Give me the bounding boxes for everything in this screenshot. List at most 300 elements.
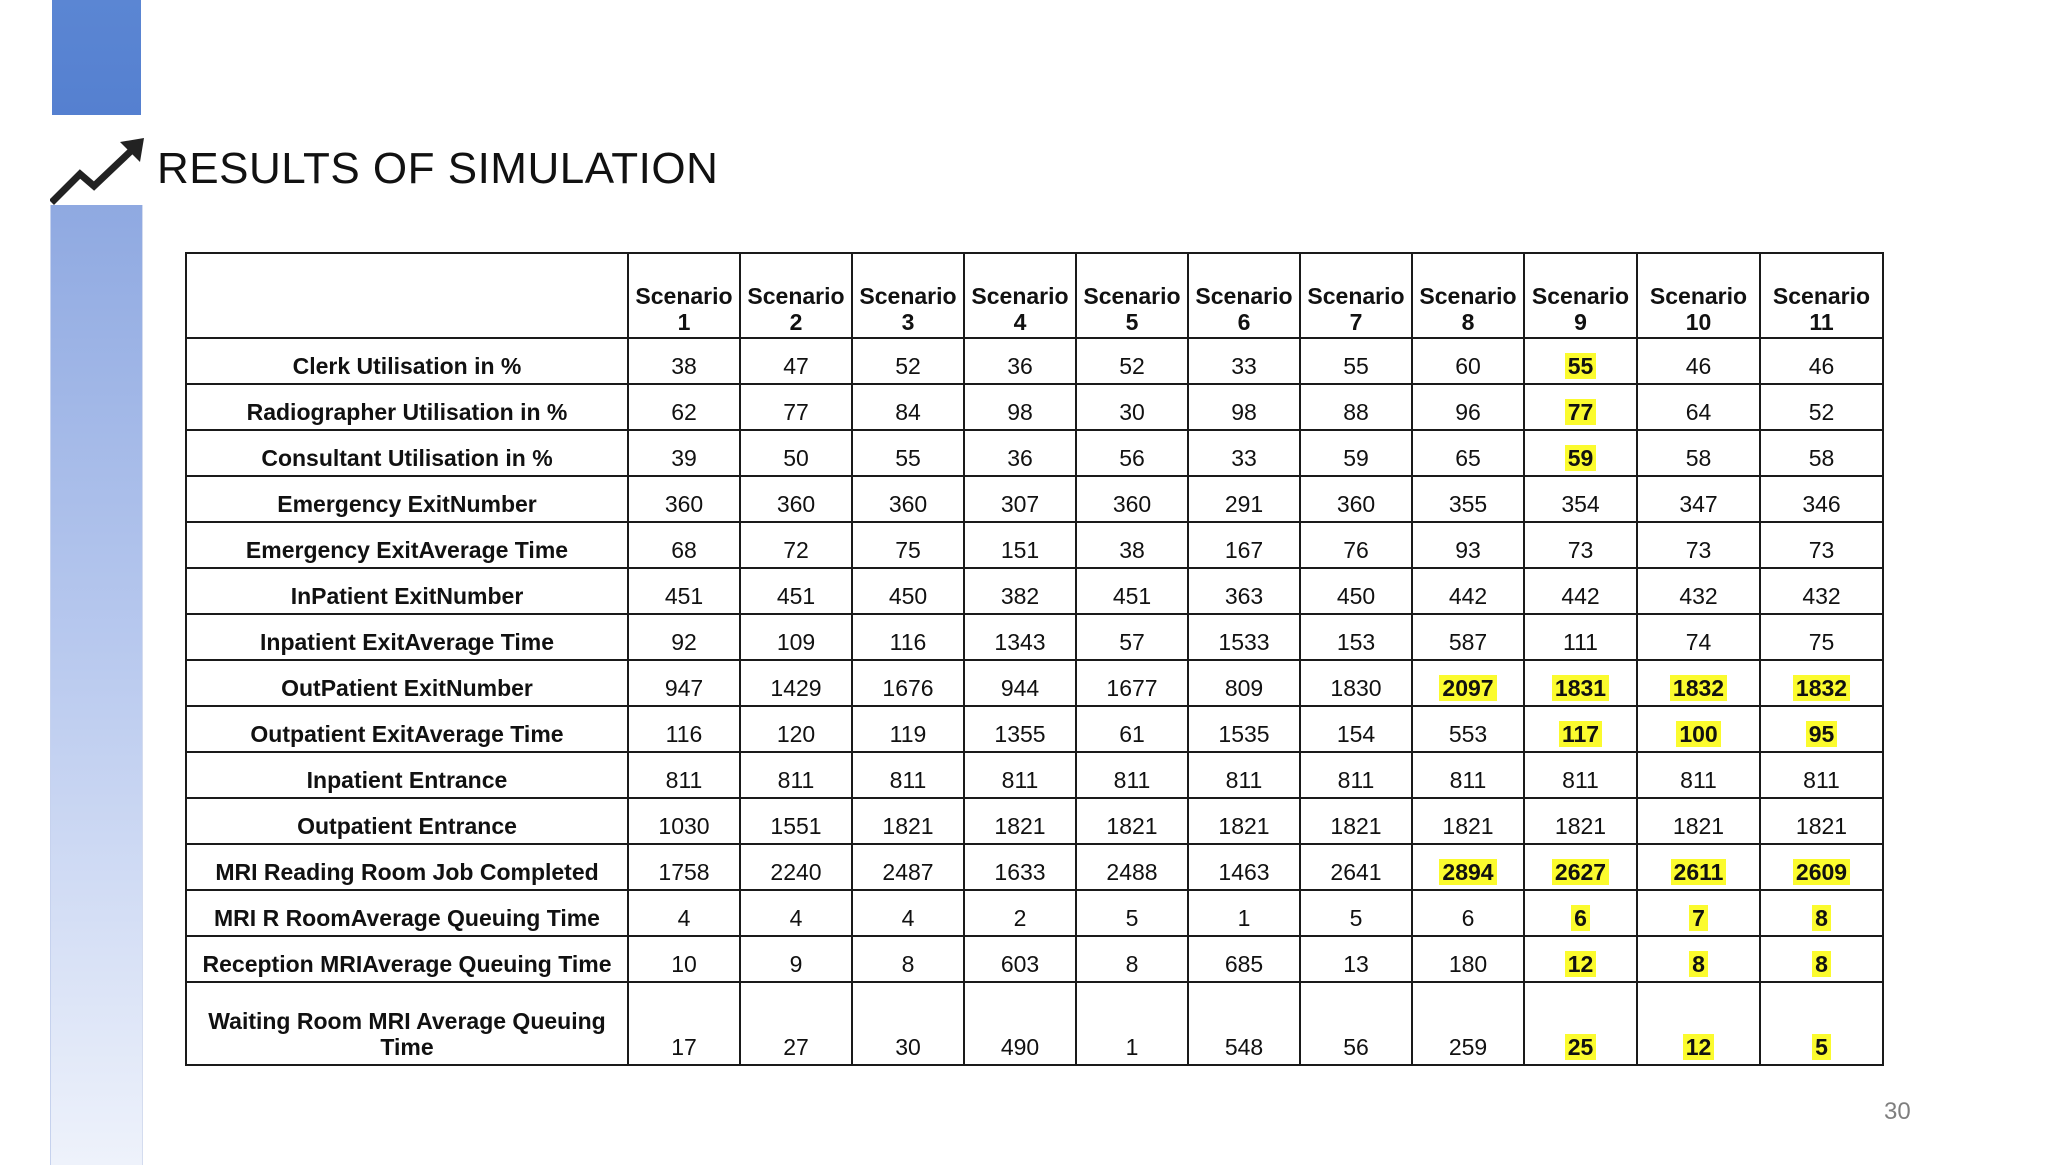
highlighted-value: 2627 xyxy=(1552,859,1609,885)
table-cell xyxy=(964,338,1076,384)
row-label: Clerk Utilisation in % xyxy=(186,338,628,384)
cell-value: 685 xyxy=(1224,951,1264,977)
table-cell xyxy=(852,614,964,660)
table-cell xyxy=(1188,476,1300,522)
table-cell xyxy=(1637,752,1760,798)
table-cell xyxy=(1300,660,1412,706)
cell-value: 55 xyxy=(1343,353,1369,379)
cell-value: 111 xyxy=(1563,629,1598,655)
cell-value: 1821 xyxy=(1218,813,1270,839)
table-cell xyxy=(1760,522,1883,568)
table-cell xyxy=(740,936,852,982)
table-cell xyxy=(1300,798,1412,844)
cell-value: 451 xyxy=(664,583,704,609)
table-cell xyxy=(740,614,852,660)
table-cell xyxy=(964,936,1076,982)
highlighted-value: 1832 xyxy=(1670,675,1727,701)
column-header-label: Scenario xyxy=(859,283,957,309)
cell-value: 151 xyxy=(1000,537,1040,563)
corner-cell xyxy=(186,253,628,338)
cell-value: 75 xyxy=(895,537,921,563)
cell-value: 92 xyxy=(671,629,697,655)
row-label: Reception MRIAverage Queuing Time xyxy=(186,936,628,982)
table-row xyxy=(186,706,1883,752)
table-cell xyxy=(1637,706,1760,752)
cell-value: 167 xyxy=(1224,537,1264,563)
table-row xyxy=(186,798,1883,844)
cell-value: 355 xyxy=(1448,491,1488,517)
table-cell xyxy=(1188,384,1300,430)
highlighted-value: 8 xyxy=(1812,951,1831,977)
table-cell xyxy=(1300,982,1412,1065)
cell-value: 347 xyxy=(1679,491,1718,517)
table-cell xyxy=(852,982,964,1065)
table-cell xyxy=(1524,798,1637,844)
table-cell xyxy=(1760,844,1883,890)
table-row xyxy=(186,982,1883,1065)
table-cell xyxy=(1760,982,1883,1065)
cell-value: 450 xyxy=(888,583,928,609)
table-cell xyxy=(1076,476,1188,522)
cell-value: 58 xyxy=(1685,445,1712,471)
table-cell xyxy=(1524,844,1637,890)
table-cell xyxy=(740,752,852,798)
column-header-label: Scenario xyxy=(1083,283,1181,309)
highlighted-value: 7 xyxy=(1689,905,1708,931)
table-cell xyxy=(1188,706,1300,752)
cell-value: 9 xyxy=(789,951,803,977)
cell-value: 811 xyxy=(1803,767,1840,793)
trend-up-icon xyxy=(50,134,146,206)
cell-value: 451 xyxy=(1112,583,1152,609)
table-cell xyxy=(740,660,852,706)
cell-value: 46 xyxy=(1685,353,1712,379)
cell-value: 74 xyxy=(1685,629,1712,655)
table-row xyxy=(186,660,1883,706)
cell-value: 36 xyxy=(1007,353,1033,379)
table-cell xyxy=(740,522,852,568)
cell-value: 5 xyxy=(1349,905,1363,931)
cell-value: 13 xyxy=(1343,951,1369,977)
cell-value: 8 xyxy=(901,951,915,977)
accent-bar-side xyxy=(50,205,143,1165)
table-cell xyxy=(1524,338,1637,384)
table-cell xyxy=(1188,890,1300,936)
table-cell xyxy=(852,752,964,798)
column-header-number: 7 xyxy=(1349,309,1363,335)
table-cell xyxy=(1076,752,1188,798)
cell-value: 6 xyxy=(1461,905,1475,931)
column-header-number: 9 xyxy=(1574,309,1587,335)
cell-value: 60 xyxy=(1455,353,1481,379)
table-cell xyxy=(1760,476,1883,522)
table-cell xyxy=(1524,568,1637,614)
cell-value: 68 xyxy=(671,537,697,563)
table-cell xyxy=(628,752,740,798)
page-number: 30 xyxy=(1884,1098,1911,1125)
table-cell xyxy=(964,752,1076,798)
table-row xyxy=(186,568,1883,614)
table-row xyxy=(186,614,1883,660)
cell-value: 1677 xyxy=(1106,675,1158,701)
highlighted-value: 12 xyxy=(1683,1034,1715,1060)
table-cell xyxy=(1412,844,1524,890)
table-cell xyxy=(1760,384,1883,430)
table-cell xyxy=(1188,430,1300,476)
table-cell xyxy=(852,936,964,982)
cell-value: 120 xyxy=(776,721,816,747)
cell-value: 33 xyxy=(1231,445,1257,471)
cell-value: 38 xyxy=(1119,537,1145,563)
table-cell xyxy=(628,706,740,752)
column-header-label: Scenario xyxy=(971,283,1069,309)
table-cell xyxy=(1300,752,1412,798)
cell-value: 1821 xyxy=(1106,813,1158,839)
cell-value: 56 xyxy=(1119,445,1145,471)
cell-value: 1030 xyxy=(658,813,710,839)
table-cell xyxy=(1412,936,1524,982)
column-header-label: Scenario xyxy=(1419,283,1517,309)
cell-value: 96 xyxy=(1455,399,1481,425)
cell-value: 55 xyxy=(895,445,921,471)
cell-value: 1821 xyxy=(1442,813,1494,839)
table-cell xyxy=(628,844,740,890)
column-header-label: Scenario xyxy=(1307,283,1405,309)
highlighted-value: 5 xyxy=(1812,1034,1831,1060)
table-row xyxy=(186,844,1883,890)
cell-value: 4 xyxy=(901,905,915,931)
table-cell xyxy=(852,844,964,890)
cell-value: 2240 xyxy=(770,859,822,885)
table-cell xyxy=(1188,798,1300,844)
cell-value: 1 xyxy=(1125,1034,1139,1060)
table-cell xyxy=(1300,430,1412,476)
table-cell xyxy=(1524,430,1637,476)
cell-value: 62 xyxy=(671,399,697,425)
cell-value: 382 xyxy=(1000,583,1040,609)
column-header-scenario-4 xyxy=(964,253,1076,338)
cell-value: 93 xyxy=(1455,537,1481,563)
table-cell xyxy=(1188,752,1300,798)
highlighted-value: 2609 xyxy=(1793,859,1850,885)
cell-value: 1533 xyxy=(1218,629,1270,655)
cell-value: 58 xyxy=(1808,445,1835,471)
table-cell xyxy=(628,522,740,568)
column-header-number: 3 xyxy=(901,309,915,335)
cell-value: 17 xyxy=(671,1034,697,1060)
row-label: Outpatient Entrance xyxy=(186,798,628,844)
cell-value: 360 xyxy=(776,491,816,517)
slide-title: RESULTS OF SIMULATION xyxy=(157,144,719,193)
table-cell xyxy=(1637,890,1760,936)
column-header-number: 4 xyxy=(1013,309,1027,335)
table-cell xyxy=(740,384,852,430)
table-cell xyxy=(1076,430,1188,476)
table-cell xyxy=(1300,384,1412,430)
table-cell xyxy=(1412,752,1524,798)
highlighted-value: 100 xyxy=(1676,721,1720,747)
column-header-scenario-9 xyxy=(1524,253,1637,338)
table-cell xyxy=(852,660,964,706)
table-cell xyxy=(1076,522,1188,568)
cell-value: 259 xyxy=(1448,1034,1488,1060)
table-cell xyxy=(1300,614,1412,660)
cell-value: 1821 xyxy=(994,813,1046,839)
table-cell xyxy=(1637,430,1760,476)
table-cell xyxy=(1637,660,1760,706)
table-cell xyxy=(1188,844,1300,890)
cell-value: 116 xyxy=(665,721,703,747)
cell-value: 1 xyxy=(1237,905,1251,931)
table-cell xyxy=(1076,568,1188,614)
table-cell xyxy=(740,844,852,890)
cell-value: 47 xyxy=(783,353,809,379)
table-cell xyxy=(740,476,852,522)
table-cell xyxy=(1412,476,1524,522)
cell-value: 1821 xyxy=(1672,813,1725,839)
cell-value: 180 xyxy=(1448,951,1488,977)
table-cell xyxy=(1188,338,1300,384)
table-cell xyxy=(1412,890,1524,936)
cell-value: 811 xyxy=(777,767,815,793)
table-cell xyxy=(1412,614,1524,660)
table-cell xyxy=(628,476,740,522)
table-cell xyxy=(1300,890,1412,936)
highlighted-value: 25 xyxy=(1565,1034,1597,1060)
highlighted-value: 1831 xyxy=(1552,675,1609,701)
table-cell xyxy=(1637,522,1760,568)
cell-value: 116 xyxy=(889,629,927,655)
column-header-scenario-7 xyxy=(1300,253,1412,338)
cell-value: 1821 xyxy=(1795,813,1848,839)
cell-value: 98 xyxy=(1231,399,1257,425)
column-header-label: Scenario xyxy=(1195,283,1293,309)
row-label: Outpatient ExitAverage Time xyxy=(186,706,628,752)
highlighted-value: 2097 xyxy=(1439,675,1496,701)
highlighted-value: 1832 xyxy=(1793,675,1850,701)
table-cell xyxy=(964,706,1076,752)
cell-value: 442 xyxy=(1448,583,1488,609)
table-cell xyxy=(1524,752,1637,798)
table-row xyxy=(186,890,1883,936)
table-cell xyxy=(1637,614,1760,660)
table-cell xyxy=(1300,706,1412,752)
table-cell xyxy=(1524,384,1637,430)
cell-value: 451 xyxy=(776,583,816,609)
table-cell xyxy=(1524,982,1637,1065)
row-label: Inpatient Entrance xyxy=(186,752,628,798)
table-cell xyxy=(1760,798,1883,844)
table-header-row xyxy=(186,253,1883,338)
cell-value: 5 xyxy=(1125,905,1139,931)
table-cell xyxy=(1637,384,1760,430)
highlighted-value: 55 xyxy=(1565,353,1597,379)
cell-value: 52 xyxy=(895,353,921,379)
table-cell xyxy=(628,430,740,476)
table-cell xyxy=(964,476,1076,522)
column-header-number: 5 xyxy=(1125,309,1139,335)
table-cell xyxy=(852,706,964,752)
table-row xyxy=(186,338,1883,384)
column-header-scenario-10 xyxy=(1637,253,1760,338)
table-body xyxy=(186,338,1883,1065)
cell-value: 809 xyxy=(1224,675,1264,701)
table-row xyxy=(186,752,1883,798)
cell-value: 30 xyxy=(1119,399,1145,425)
table-cell xyxy=(852,430,964,476)
cell-value: 39 xyxy=(671,445,697,471)
highlighted-value: 95 xyxy=(1806,721,1838,747)
table-cell xyxy=(1760,936,1883,982)
row-label: Inpatient ExitAverage Time xyxy=(186,614,628,660)
table-cell xyxy=(1188,568,1300,614)
table-cell xyxy=(1760,706,1883,752)
table-cell xyxy=(1076,660,1188,706)
cell-value: 2 xyxy=(1013,905,1027,931)
column-header-scenario-3 xyxy=(852,253,964,338)
table-cell xyxy=(1412,660,1524,706)
table-cell xyxy=(628,338,740,384)
table-cell xyxy=(1524,660,1637,706)
table-cell xyxy=(1637,568,1760,614)
table-cell xyxy=(1524,476,1637,522)
table-cell xyxy=(1300,568,1412,614)
table-cell xyxy=(1300,476,1412,522)
cell-value: 27 xyxy=(783,1034,809,1060)
table-row xyxy=(186,384,1883,430)
table-cell xyxy=(740,982,852,1065)
table-cell xyxy=(740,706,852,752)
table-cell xyxy=(628,890,740,936)
cell-value: 2641 xyxy=(1330,859,1382,885)
cell-value: 1821 xyxy=(1554,813,1607,839)
table-cell xyxy=(1300,522,1412,568)
highlighted-value: 59 xyxy=(1565,445,1597,471)
column-header-label: Scenario xyxy=(747,283,845,309)
table-cell xyxy=(1412,522,1524,568)
cell-value: 154 xyxy=(1336,721,1376,747)
table-row xyxy=(186,476,1883,522)
table-cell xyxy=(1188,982,1300,1065)
cell-value: 73 xyxy=(1567,537,1594,563)
column-header-label: Scenario xyxy=(635,283,733,309)
cell-value: 52 xyxy=(1808,399,1835,425)
column-header-number: 11 xyxy=(1809,309,1834,335)
table-cell xyxy=(852,476,964,522)
table-cell xyxy=(964,890,1076,936)
table-cell xyxy=(1637,798,1760,844)
table-cell xyxy=(1076,890,1188,936)
cell-value: 64 xyxy=(1685,399,1712,425)
cell-value: 77 xyxy=(783,399,809,425)
cell-value: 811 xyxy=(889,767,927,793)
table-cell xyxy=(740,430,852,476)
cell-value: 38 xyxy=(671,353,697,379)
table-cell xyxy=(1076,384,1188,430)
column-header-number: 6 xyxy=(1237,309,1251,335)
highlighted-value: 117 xyxy=(1559,721,1602,747)
cell-value: 811 xyxy=(1337,767,1375,793)
row-label: Consultant Utilisation in % xyxy=(186,430,628,476)
cell-value: 73 xyxy=(1808,537,1835,563)
cell-value: 1343 xyxy=(994,629,1046,655)
row-label: Radiographer Utilisation in % xyxy=(186,384,628,430)
table-cell xyxy=(1300,338,1412,384)
column-header-label: Scenario xyxy=(1649,283,1748,309)
column-header-scenario-11 xyxy=(1760,253,1883,338)
cell-value: 1429 xyxy=(770,675,822,701)
cell-value: 61 xyxy=(1119,721,1145,747)
table-cell xyxy=(1760,568,1883,614)
cell-value: 360 xyxy=(888,491,928,517)
column-header-number: 10 xyxy=(1685,309,1712,335)
cell-value: 360 xyxy=(664,491,704,517)
table-cell xyxy=(1412,798,1524,844)
cell-value: 98 xyxy=(1007,399,1033,425)
table-cell xyxy=(740,798,852,844)
table-cell xyxy=(628,798,740,844)
cell-value: 947 xyxy=(664,675,704,701)
cell-value: 944 xyxy=(1000,675,1040,701)
table-cell xyxy=(1637,936,1760,982)
cell-value: 450 xyxy=(1336,583,1376,609)
column-header-scenario-5 xyxy=(1076,253,1188,338)
cell-value: 587 xyxy=(1448,629,1488,655)
cell-value: 1551 xyxy=(770,813,822,839)
table-cell xyxy=(628,614,740,660)
cell-value: 153 xyxy=(1336,629,1376,655)
row-label: Waiting Room MRI Average Queuing Time xyxy=(186,982,628,1065)
cell-value: 1633 xyxy=(994,859,1046,885)
cell-value: 84 xyxy=(895,399,921,425)
table-cell xyxy=(1760,614,1883,660)
table-cell xyxy=(1412,384,1524,430)
highlighted-value: 2894 xyxy=(1439,859,1496,885)
table-cell xyxy=(1524,706,1637,752)
row-label: Emergency ExitAverage Time xyxy=(186,522,628,568)
cell-value: 811 xyxy=(1449,767,1487,793)
row-label: MRI Reading Room Job Completed xyxy=(186,844,628,890)
table-cell xyxy=(1760,660,1883,706)
cell-value: 432 xyxy=(1802,583,1841,609)
highlighted-value: 8 xyxy=(1689,951,1708,977)
table-cell xyxy=(1760,430,1883,476)
table-cell xyxy=(628,936,740,982)
cell-value: 2487 xyxy=(882,859,934,885)
cell-value: 50 xyxy=(783,445,809,471)
table-cell xyxy=(964,660,1076,706)
cell-value: 1758 xyxy=(658,859,710,885)
cell-value: 1676 xyxy=(882,675,934,701)
cell-value: 811 xyxy=(1680,767,1717,793)
table-cell xyxy=(1637,476,1760,522)
table-cell xyxy=(1637,982,1760,1065)
cell-value: 360 xyxy=(1112,491,1152,517)
cell-value: 52 xyxy=(1119,353,1145,379)
table-cell xyxy=(964,568,1076,614)
cell-value: 548 xyxy=(1224,1034,1264,1060)
table-cell xyxy=(964,614,1076,660)
table-cell xyxy=(852,890,964,936)
cell-value: 490 xyxy=(1000,1034,1040,1060)
table-cell xyxy=(1524,614,1637,660)
table-cell xyxy=(964,844,1076,890)
cell-value: 1535 xyxy=(1218,721,1270,747)
table-cell xyxy=(852,522,964,568)
row-label: Emergency ExitNumber xyxy=(186,476,628,522)
cell-value: 46 xyxy=(1808,353,1835,379)
cell-value: 291 xyxy=(1224,491,1264,517)
